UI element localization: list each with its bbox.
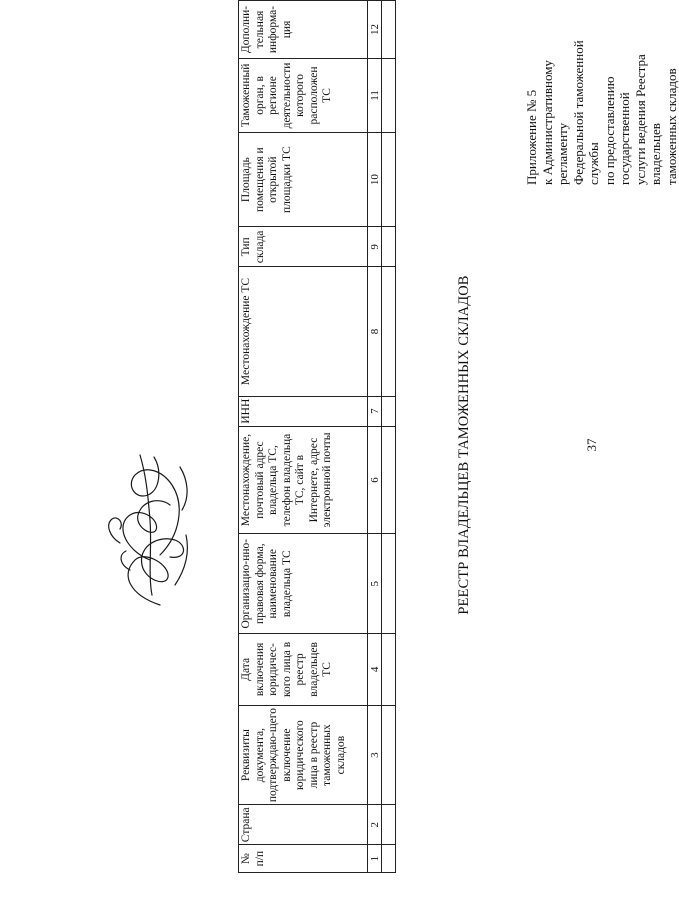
document-title: РЕЕСТР ВЛАДЕЛЬЦЕВ ТАМОЖЕННЫХ СКЛАДОВ xyxy=(456,275,472,615)
page-number: 37 xyxy=(584,438,599,452)
column-number-cell: 6 xyxy=(368,426,382,534)
empty-cell xyxy=(382,534,396,634)
empty-cell xyxy=(382,426,396,534)
header-cell-document: Реквизиты документа, подтверждаю-щего включение юридического лица в реестр таможенных складов xyxy=(239,705,368,805)
column-number-cell: 2 xyxy=(368,805,382,845)
header-cell-warehouse-type: Тип склада xyxy=(239,227,368,267)
appendix-line: таможенных складов xyxy=(663,68,679,185)
header-row xyxy=(239,1,368,873)
empty-cell xyxy=(382,1,396,59)
appendix-line: по предоставлению государственной xyxy=(601,76,632,185)
column-number-cell: 4 xyxy=(368,634,382,706)
empty-cell xyxy=(382,396,396,426)
empty-cell xyxy=(382,58,396,132)
appendix-line: к Административному регламенту xyxy=(539,60,570,185)
column-number-cell: 11 xyxy=(368,58,382,132)
appendix-block xyxy=(524,0,679,185)
registry-table xyxy=(238,0,396,873)
appendix-line: Федеральной таможенной службы xyxy=(570,40,601,185)
header-cell-inn: ИНН xyxy=(239,396,368,426)
header-cell-number: № п/п xyxy=(239,845,368,873)
column-number-cell: 7 xyxy=(368,396,382,426)
empty-row xyxy=(382,1,396,873)
header-cell-country: Страна xyxy=(239,805,368,845)
empty-cell xyxy=(382,132,396,226)
column-number-cell: 1 xyxy=(368,845,382,873)
header-cell-customs-body: Таможенный орган, в регионе деятельности которого расположен ТС xyxy=(239,58,368,132)
empty-cell xyxy=(382,267,396,396)
appendix-line: Приложение № 5 xyxy=(524,89,539,185)
empty-cell xyxy=(382,227,396,267)
column-number-cell: 9 xyxy=(368,227,382,267)
header-cell-warehouse-location: Местонахождение ТС xyxy=(239,267,368,396)
empty-cell xyxy=(382,845,396,873)
empty-cell xyxy=(382,805,396,845)
column-number-cell: 3 xyxy=(368,705,382,805)
header-cell-owner-address: Местонахождение, почтовый адрес владельца ТС, телефон владельца ТС, сайт в Интернете, адрес электронной почты xyxy=(239,426,368,534)
header-cell-date: Дата включения юридичес-кого лица в реестр владельцев ТС xyxy=(239,634,368,706)
appendix-line: услуги ведения Реестра владельцев xyxy=(632,54,663,185)
column-number-cell: 8 xyxy=(368,267,382,396)
column-number-cell: 5 xyxy=(368,534,382,634)
header-cell-owner-name: Организацио-нно-правовая форма, наименование владельца ТС xyxy=(239,534,368,634)
header-cell-additional-info: Дополни-тельная информа-ция xyxy=(239,1,368,59)
column-number-cell: 10 xyxy=(368,132,382,226)
column-number-row xyxy=(368,1,382,873)
empty-cell xyxy=(382,634,396,706)
column-number-cell: 12 xyxy=(368,1,382,59)
handwritten-signature xyxy=(90,445,210,615)
empty-cell xyxy=(382,705,396,805)
header-cell-area: Площадь помещения и открытой площадки ТС xyxy=(239,132,368,226)
